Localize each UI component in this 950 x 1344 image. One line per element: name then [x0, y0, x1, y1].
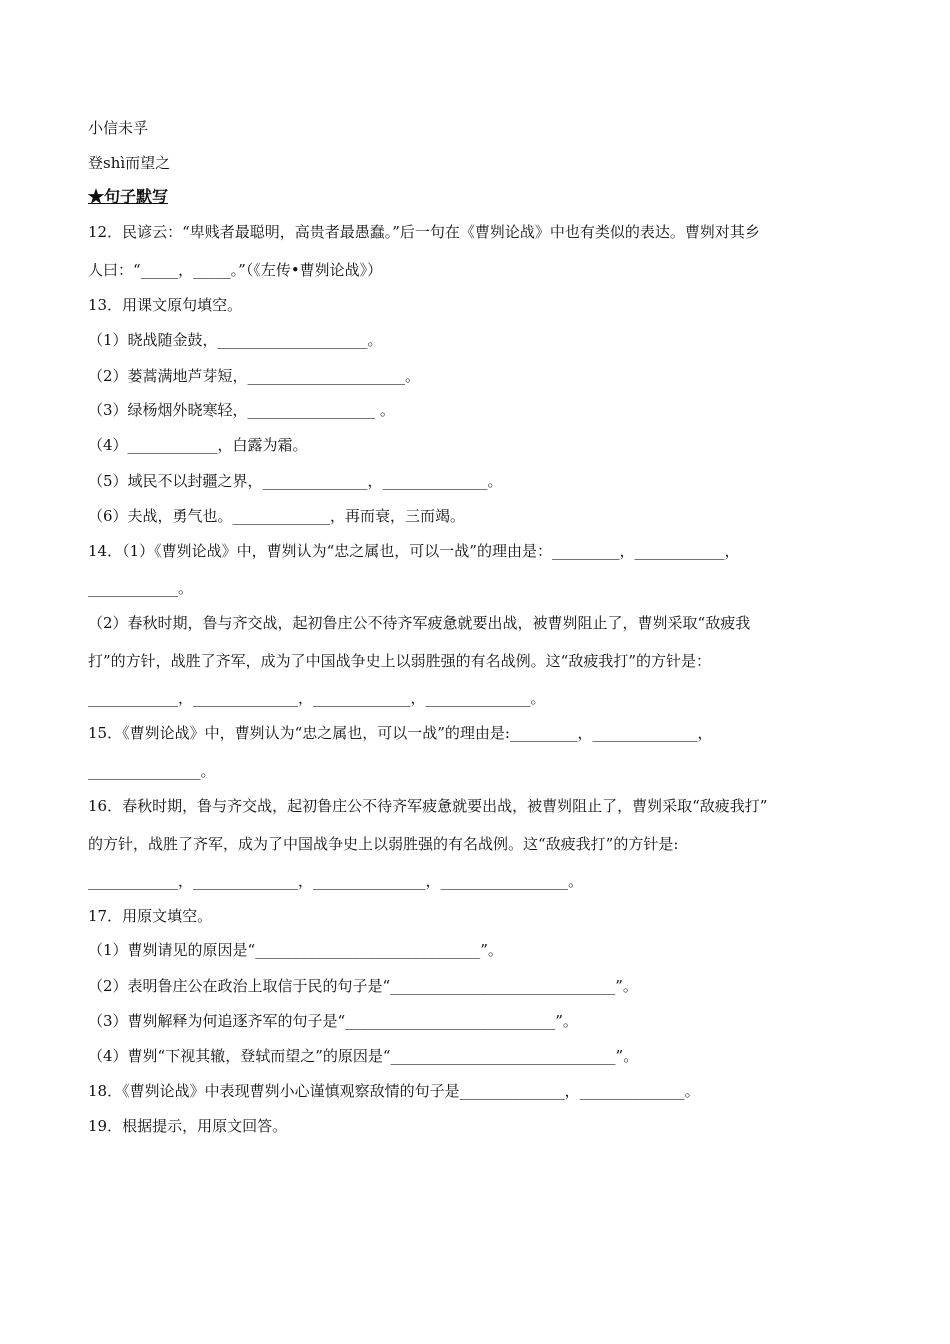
text-line: （6）夫战，勇气也。_____________，再而衰，三而竭。 — [88, 507, 466, 525]
question-18: 18．《曹刿论战》中表现曹刿小心谨慎观察敌情的句子是______________，______________。 — [88, 1082, 700, 1100]
text-line: ____________，______________，_______________，_________________。 — [88, 872, 584, 890]
text-line: （4）____________，白露为霜。 — [88, 436, 308, 454]
text-line: ____________，______________，_____________，______________。 — [88, 689, 546, 707]
text-line: 人曰：“_____，_____。”（《左传•曹刿论战》） — [88, 261, 383, 279]
text-line: （1）晓战随金鼓，____________________。 — [88, 331, 383, 349]
question-15: 15．《曹刿论战》中，曹刿认为“忠之属也，可以一战”的理由是:_________，______________， — [88, 724, 713, 742]
text-line: （2）春秋时期，鲁与齐交战，起初鲁庄公不待齐军疲惫就要出战，被曹刿阻止了，曹刿采取“敌疲我 — [88, 614, 751, 632]
text-line: （4）曹刿“下视其辙，登轼而望之”的原因是“______________________________”。 — [88, 1047, 639, 1065]
question-19: 19．根据提示，用原文回答。 — [88, 1117, 288, 1135]
question-17: 17．用原文填空。 — [88, 907, 213, 925]
text-line: （3）绿杨烟外晓寒轻，_________________ 。 — [88, 401, 395, 419]
text-line: （2）蒌蒿满地芦芽短，_____________________。 — [88, 367, 421, 385]
question-12: 12．民谚云：“卑贱者最聪明，高贵者最愚蠢。”后一句在《曹刿论战》中也有类似的表达。曹刿对其乡 — [88, 223, 760, 241]
text-line: （5）域民不以封疆之界，______________，______________。 — [88, 472, 503, 490]
text-line: _______________。 — [88, 762, 216, 780]
text-line: （3）曹刿解释为何追逐齐军的句子是“____________________________”。 — [88, 1012, 578, 1030]
text-line: 登shì而望之 — [88, 154, 171, 172]
text-line: （1）曹刿请见的原因是“______________________________”。 — [88, 941, 503, 959]
text-line: 打”的方针，战胜了齐军，成为了中国战争史上以弱胜强的有名战例。这“敌疲我打”的方针是： — [88, 652, 712, 670]
question-14: 14．（1）《曹刿论战》中，曹刿认为“忠之属也，可以一战”的理由是：_________，____________， — [88, 542, 740, 560]
text-line: 小信未孚 — [88, 119, 149, 137]
section-heading: ★句子默写 — [88, 187, 169, 206]
text-line: 的方针，战胜了齐军，成为了中国战争史上以弱胜强的有名战例。这“敌疲我打”的方针是: — [88, 835, 679, 853]
question-13: 13．用课文原句填空。 — [88, 296, 243, 314]
question-16: 16．春秋时期，鲁与齐交战，起初鲁庄公不待齐军疲惫就要出战，被曹刿阻止了，曹刿采取“敌疲我打” — [88, 797, 768, 815]
text-line: ____________。 — [88, 579, 194, 597]
text-line: （2）表明鲁庄公在政治上取信于民的句子是“______________________________”。 — [88, 977, 638, 995]
